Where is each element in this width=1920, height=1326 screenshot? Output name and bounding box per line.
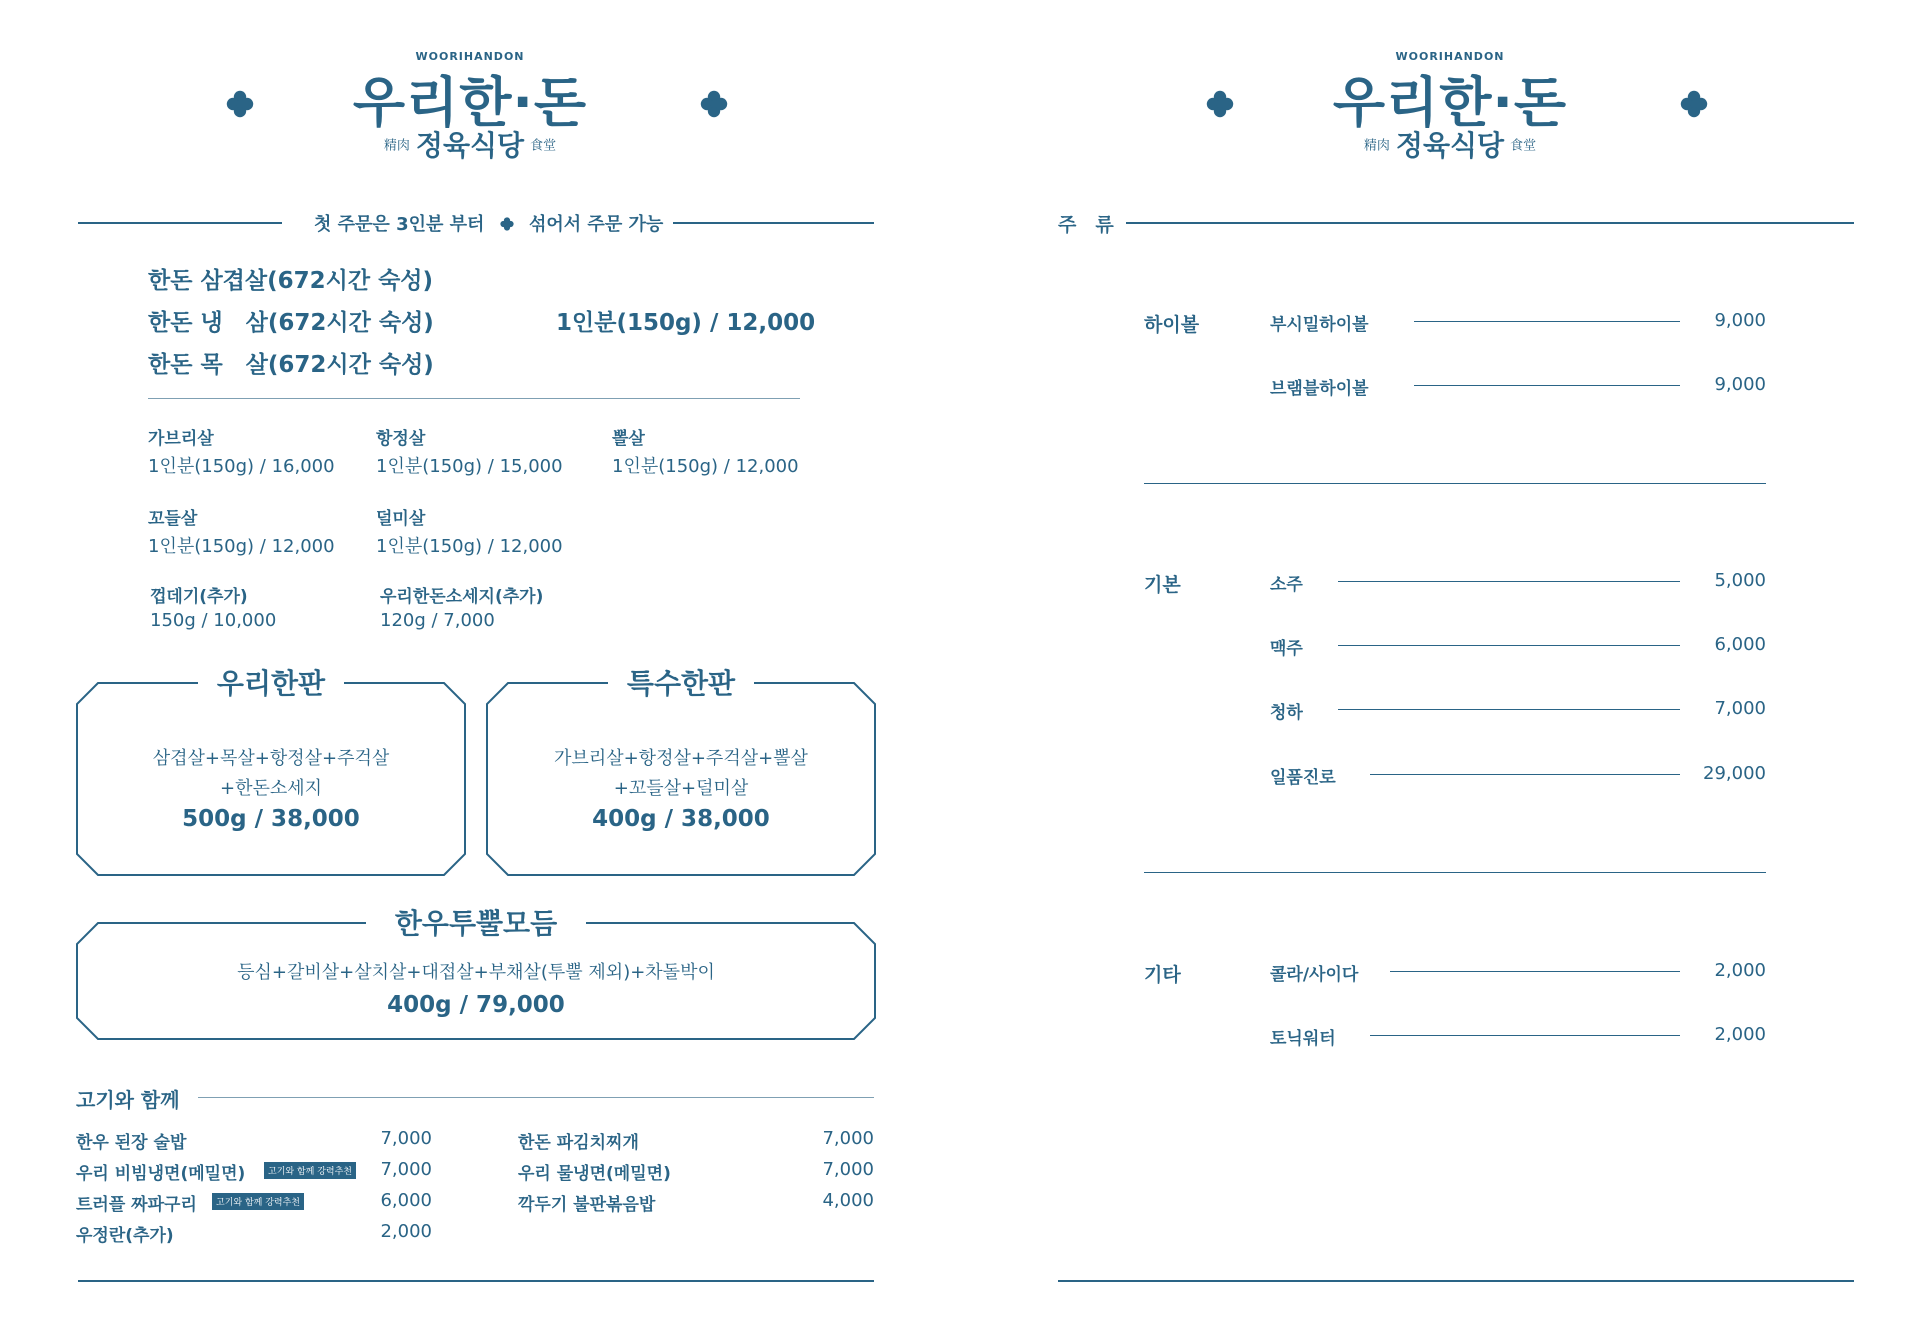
brand-sub-main: 정육식당 (415, 129, 525, 162)
drink-name: 소주 (1270, 575, 1303, 595)
drink-name: 청하 (1270, 703, 1303, 723)
drink-price: 2,000 (1714, 1024, 1766, 1045)
cut-name: 우리한돈소세지(추가) (380, 587, 544, 607)
cut-price: 1인분(150g) / 12,000 (376, 536, 563, 557)
set-desc: 삼겹살+목살+항정살+주걱살 (152, 748, 390, 769)
leader-line (1370, 774, 1680, 775)
clover-icon (698, 88, 730, 120)
bottom-divider (1058, 1280, 1854, 1282)
set-desc: +한돈소세지 (219, 778, 323, 799)
divider (1144, 872, 1766, 873)
side-name: 트러플 짜파구리 (76, 1195, 197, 1215)
leader-line (1338, 645, 1680, 646)
cut-name: 가브리살 (148, 429, 214, 449)
drink-name: 콜라/사이다 (1270, 965, 1359, 985)
drinks-title: 주 류 (1058, 214, 1114, 236)
side-name: 우정란(추가) (76, 1226, 174, 1246)
brand-sub-main: 정육식당 (1395, 129, 1505, 162)
side-name: 한돈 파김치찌개 (518, 1133, 639, 1153)
drink-price: 9,000 (1714, 374, 1766, 395)
notice-text: 섞어서 주문 가능 (529, 214, 664, 235)
brand-english: WOORIHANDON (415, 50, 525, 63)
cut-price: 150g / 10,000 (150, 610, 277, 631)
main-price: 1인분(150g) / 12,000 (556, 310, 816, 336)
drink-name: 브램블하이볼 (1270, 379, 1369, 399)
set-price: 500g / 38,000 (182, 806, 360, 832)
main-item: 한돈 삼겹살(672시간 숙성) (148, 268, 434, 294)
set-price: 400g / 38,000 (592, 806, 770, 832)
set-title: 특수한판 (608, 662, 754, 702)
side-price: 7,000 (822, 1159, 874, 1180)
set-box-special (486, 667, 876, 876)
divider (78, 222, 282, 224)
divider (662, 222, 874, 224)
recommend-badge: 고기와 함께 강력추천 (212, 1193, 304, 1210)
brand-english: WOORIHANDON (1395, 50, 1505, 63)
set-title: 우리한판 (198, 662, 344, 702)
side-name: 우리 비빔냉면(메밀면) (76, 1164, 246, 1184)
brand-sub-right: 食堂 (530, 138, 557, 154)
drink-price: 9,000 (1714, 310, 1766, 331)
leader-line (1414, 385, 1680, 386)
drink-price: 5,000 (1714, 570, 1766, 591)
drink-name: 일품진로 (1270, 768, 1336, 788)
cut-name: 꼬들살 (148, 509, 198, 529)
sides-title: 고기와 함께 (76, 1088, 180, 1112)
brand-subtitle (1290, 124, 1610, 164)
clover-icon (1204, 88, 1236, 120)
category-name: 기타 (1144, 964, 1181, 986)
notice-text: 첫 주문은 3인분 부터 (314, 214, 485, 235)
brand-logo: 우리한·돈 (352, 71, 588, 134)
drink-name: 토닉워터 (1270, 1029, 1336, 1049)
brand-sub-left: 精肉 (383, 138, 410, 154)
side-price: 7,000 (380, 1159, 432, 1180)
set-desc: 등심+갈비살+살치살+대접살+부채살(투뿔 제외)+차돌박이 (237, 962, 715, 983)
main-item: 한돈 목 살(672시간 숙성) (148, 352, 434, 378)
divider (148, 398, 800, 399)
clover-icon (499, 216, 515, 232)
cut-name: 항정살 (376, 429, 426, 449)
cut-name: 껍데기(추가) (150, 587, 248, 607)
side-name: 한우 된장 술밥 (76, 1133, 187, 1153)
drink-price: 29,000 (1703, 763, 1766, 784)
set-desc: +꼬들살+덜미살 (613, 778, 749, 799)
cut-name: 뽈살 (612, 429, 645, 449)
side-name: 깍두기 불판볶음밥 (518, 1195, 656, 1215)
side-price: 6,000 (380, 1190, 432, 1211)
set-title: 한우투뿔모듬 (366, 902, 586, 942)
drink-name: 맥주 (1270, 639, 1303, 659)
divider (198, 1097, 874, 1098)
divider (1126, 222, 1854, 224)
set-price: 400g / 79,000 (387, 992, 565, 1018)
set-desc: 가브리살+항정살+주걱살+뽈살 (554, 748, 808, 769)
brand-logo: 우리한·돈 (1332, 71, 1568, 134)
leader-line (1338, 581, 1680, 582)
side-price: 7,000 (822, 1128, 874, 1149)
recommend-badge: 고기와 함께 강력추천 (264, 1162, 356, 1179)
category-name: 하이볼 (1144, 314, 1200, 336)
cut-price: 1인분(150g) / 15,000 (376, 456, 563, 477)
cut-name: 덜미살 (376, 509, 426, 529)
main-item: 한돈 냉 삼(672시간 숙성) (148, 310, 434, 336)
brand-sub-right: 食堂 (1510, 138, 1537, 154)
category-name: 기본 (1144, 574, 1181, 596)
brand-subtitle (310, 124, 630, 164)
drink-name: 부시밀하이볼 (1270, 315, 1369, 335)
drink-price: 6,000 (1714, 634, 1766, 655)
leader-line (1414, 321, 1680, 322)
leader-line (1390, 971, 1680, 972)
cut-price: 1인분(150g) / 12,000 (148, 536, 335, 557)
brand-sub-left: 精肉 (1363, 138, 1390, 154)
cut-price: 1인분(150g) / 12,000 (612, 456, 799, 477)
order-notice (304, 210, 673, 236)
side-name: 우리 물냉면(메밀면) (518, 1164, 671, 1184)
drink-price: 7,000 (1714, 698, 1766, 719)
set-box-hanwoo (76, 907, 876, 1040)
leader-line (1338, 709, 1680, 710)
drink-price: 2,000 (1714, 960, 1766, 981)
side-price: 7,000 (380, 1128, 432, 1149)
clover-icon (224, 88, 256, 120)
cut-price: 1인분(150g) / 16,000 (148, 456, 335, 477)
bottom-divider (78, 1280, 874, 1282)
side-price: 4,000 (822, 1190, 874, 1211)
divider (1144, 483, 1766, 484)
side-price: 2,000 (380, 1221, 432, 1242)
clover-icon (1678, 88, 1710, 120)
set-box-woori (76, 667, 466, 876)
cut-price: 120g / 7,000 (380, 610, 495, 631)
leader-line (1370, 1035, 1680, 1036)
